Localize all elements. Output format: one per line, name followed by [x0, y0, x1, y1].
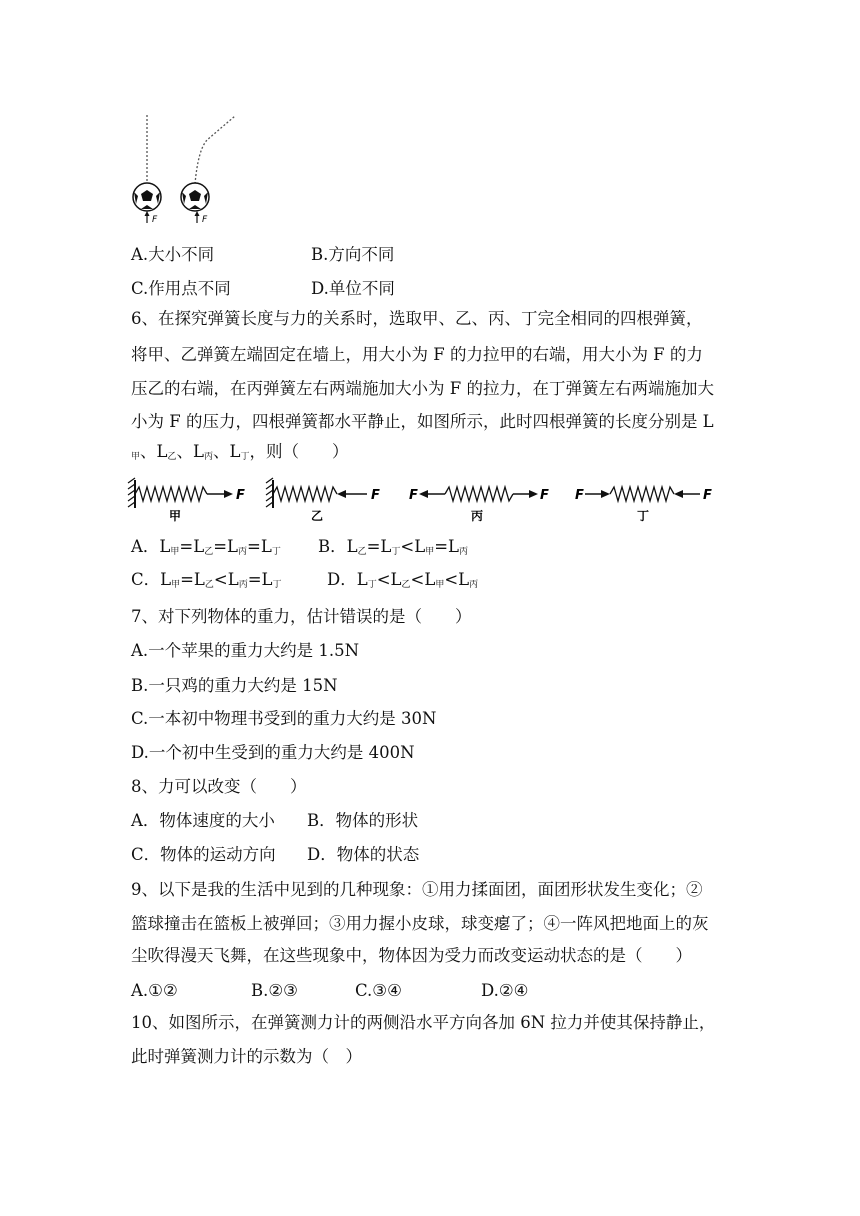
q9-stem-line-3: 尘吹得漫天飞舞，在这些现象中，物体因为受力而改变运动状态的是（ ） [131, 946, 692, 965]
q8-stem: 8、力可以改变（ ） [131, 777, 307, 796]
q6-option-c[interactable]: C．$L_甲=L_乙<L_丙=L_丁$ [131, 570, 282, 590]
q6-option-b[interactable]: B．$L_乙=L_丁<L_甲=L_丙$ [318, 537, 469, 557]
q8-option-b[interactable]: B．物体的形状 [307, 811, 419, 830]
svg-text:F: F [202, 215, 208, 225]
q9-stem-line-1: 9、以下是我的生活中见到的几种现象：①用力揉面团，面团形状发生变化；② [131, 880, 703, 899]
q7-option-a[interactable]: A.一个苹果的重力大约是 1.5N [131, 641, 360, 660]
spring-figure [125, 474, 725, 526]
svg-text:丙: 丙 [471, 509, 484, 523]
q5-option-c[interactable]: C.作用点不同 [131, 279, 231, 298]
q6-option-a[interactable]: A．$L_甲=L_乙=L_丙=L_丁$ [131, 537, 281, 557]
q9-option-a[interactable]: A.①② [131, 981, 178, 1000]
q10-stem-line-2: 此时弹簧测力计的示数为（ ） [131, 1047, 362, 1066]
q6-stem-line-4: 小为 F 的压力，四根弹簧都水平静止，如图所示，此时四根弹簧的长度分别是 L [131, 412, 714, 431]
force-arrow-left [145, 211, 159, 225]
q10-stem-line-1: 10、如图所示，在弹簧测力计的两侧沿水平方向各加 6N 拉力并使其保持静止， [131, 1013, 716, 1032]
q5-option-b[interactable]: B.方向不同 [311, 245, 395, 264]
svg-text:F: F [575, 488, 584, 503]
q9-option-d[interactable]: D.②④ [481, 981, 529, 1000]
spring-yi [266, 478, 380, 523]
svg-text:丁: 丁 [637, 509, 650, 523]
q8-option-a[interactable]: A．物体速度的大小 [131, 811, 275, 830]
q6-stem-line-1: 6、在探究弹簧长度与力的关系时，选取甲、乙、丙、丁完全相同的四根弹簧， [131, 309, 703, 328]
q9-stem-line-2: 篮球撞击在篮板上被弹回；③用力握小皮球，球变瘪了；④一阵风把地面上的灰 [131, 914, 709, 933]
q8-option-d[interactable]: D．物体的状态 [307, 845, 420, 864]
spring-jia [128, 478, 245, 523]
q7-option-d[interactable]: D.一个初中生受到的重力大约是 400N [131, 743, 415, 762]
svg-text:甲: 甲 [169, 509, 182, 523]
svg-text:F: F [409, 488, 418, 503]
force-arrow-right [195, 211, 209, 225]
svg-text:乙: 乙 [311, 509, 324, 523]
q6-stem-line-5: $_甲$、$L_乙$、$L_丙$、$L_丁$，则（ ） [131, 442, 349, 462]
q6-option-d[interactable]: D．$L_丁<L_乙<L_甲<L_丙$ [327, 570, 479, 590]
q9-option-c[interactable]: C.③④ [355, 981, 402, 1000]
q9-option-b[interactable]: B.②③ [251, 981, 298, 1000]
svg-text:F: F [371, 488, 380, 503]
svg-text:F: F [236, 488, 245, 503]
q6-stem-line-2: 将甲、乙弹簧左端固定在墙上，用大小为 F 的力拉甲的右端，用大小为 F 的力 [131, 345, 703, 364]
soccer-ball-figure [125, 110, 245, 230]
svg-text:F: F [540, 488, 549, 503]
q7-option-c[interactable]: C.一本初中物理书受到的重力大约是 30N [131, 709, 437, 728]
q8-option-c[interactable]: C．物体的运动方向 [131, 845, 276, 864]
q7-option-b[interactable]: B.一只鸡的重力大约是 15N [131, 676, 338, 695]
svg-text:F: F [152, 215, 158, 225]
q5-option-d[interactable]: D.单位不同 [311, 279, 395, 298]
q7-stem: 7、对下列物体的重力，估计错误的是（ ） [131, 607, 472, 626]
spring-ding [575, 487, 712, 523]
spring-bing [409, 487, 549, 523]
soccer-ball-left [133, 183, 161, 211]
svg-text:F: F [703, 488, 712, 503]
q6-stem-line-3: 压乙的右端，在丙弹簧左右两端施加大小为 F 的拉力，在丁弹簧左右两端施加大 [131, 379, 714, 398]
soccer-ball-right [181, 183, 209, 211]
q5-option-a[interactable]: A.大小不同 [131, 245, 215, 264]
